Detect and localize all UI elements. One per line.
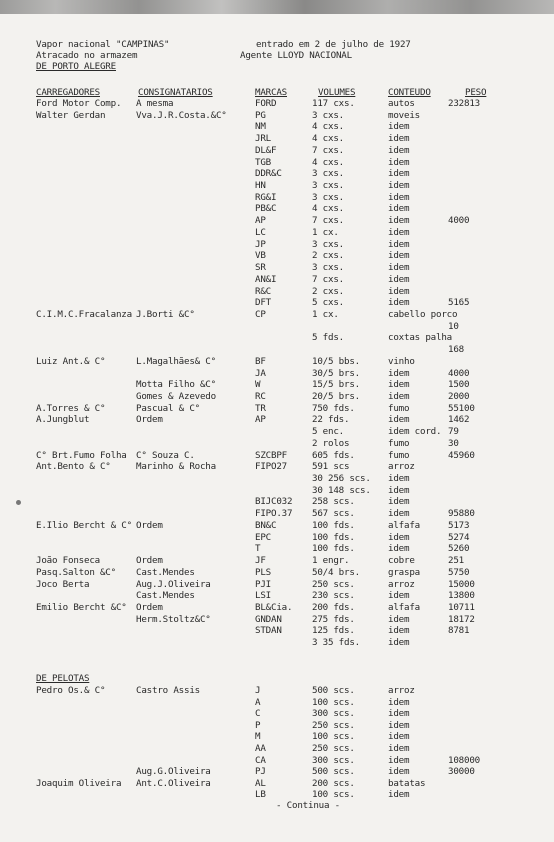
cell-contents: idem	[388, 226, 410, 238]
cell-volumes: 200 scs.	[312, 777, 355, 789]
cell-volumes: 500 scs.	[312, 766, 355, 778]
cell-volumes: 500 scs.	[312, 685, 355, 696]
cell-volumes: 750 fds.	[312, 402, 355, 414]
shipping-agent: Agente LLOYD NACIONAL	[240, 50, 352, 61]
berth-note: Atracado no armazem	[36, 50, 138, 61]
cell-shipper: Ford Motor Comp.	[36, 98, 122, 109]
cell-weight: 168	[448, 344, 464, 356]
column-header-consignee: CONSIGNATARIOS	[138, 87, 213, 98]
cell-contents: idem	[388, 379, 410, 391]
cell-marks: DFT	[255, 297, 271, 309]
cell-consignee: Cast.Mendes	[136, 566, 195, 578]
cell-consignee: Ordem	[136, 601, 163, 613]
cell-marks: PLS	[255, 566, 271, 578]
cell-contents: idem	[388, 531, 410, 543]
cell-contents: idem	[388, 508, 410, 520]
cell-shipper: Joaquim Oliveira	[36, 777, 122, 789]
cell-marks: RC	[255, 391, 266, 402]
cell-marks: LC	[255, 226, 266, 238]
cell-marks: NM	[255, 121, 266, 133]
column-header-volumes: VOLUMES	[318, 87, 356, 98]
cell-volumes: 22 fds.	[312, 414, 350, 426]
cell-marks: FIPO27	[255, 461, 287, 473]
cell-contents: idem	[388, 543, 410, 555]
cell-contents: idem	[388, 625, 410, 637]
cell-marks: LB	[255, 789, 266, 801]
cell-contents: idem	[388, 121, 410, 133]
cell-shipper: Emilio Bercht &C°	[36, 601, 127, 613]
cell-marks: JA	[255, 367, 266, 379]
cell-shipper: Ant.Bento & C°	[36, 461, 111, 473]
cell-marks: A	[255, 696, 261, 708]
cell-contents: idem	[388, 215, 410, 227]
cell-weight: 5260	[448, 543, 470, 555]
cell-volumes: 100 scs.	[312, 696, 355, 708]
cell-volumes: 100 scs.	[312, 789, 355, 801]
cell-volumes: 100 fds.	[312, 519, 355, 531]
cell-consignee: Motta Filho &C°	[136, 379, 216, 391]
cell-marks: CA	[255, 754, 266, 766]
cell-marks: DDR&C	[255, 168, 282, 180]
cell-volumes: 300 scs.	[312, 754, 355, 766]
cell-contents: idem	[388, 180, 410, 192]
top-scan-smudge	[0, 0, 554, 14]
cell-volumes: 30 256 scs.	[312, 473, 371, 485]
cell-contents: idem	[388, 766, 410, 778]
cell-contents: idem	[388, 156, 410, 168]
cell-volumes: 30/5 brs.	[312, 367, 360, 379]
cell-volumes: 250 scs.	[312, 719, 355, 731]
cell-contents: idem	[388, 133, 410, 145]
cell-marks: BF	[255, 355, 266, 367]
cell-marks: PJI	[255, 578, 271, 590]
column-header-contents: CONTEUDO	[388, 87, 431, 98]
cell-volumes: 5 cxs.	[312, 297, 344, 309]
cell-marks: FORD	[255, 98, 277, 109]
cell-shipper: Pedro Os.& C°	[36, 685, 106, 696]
cell-volumes: 3 cxs.	[312, 262, 344, 274]
cell-contents: arroz	[388, 685, 415, 696]
cell-volumes: 7 cxs.	[312, 144, 344, 156]
cell-contents: idem	[388, 496, 410, 508]
cell-consignee: Aug.G.Oliveira	[136, 766, 211, 778]
cell-volumes: 4 cxs.	[312, 133, 344, 145]
cell-marks: M	[255, 731, 261, 743]
cell-contents: idem	[388, 391, 410, 402]
cell-weight: 1500	[448, 379, 470, 391]
cell-contents: idem	[388, 238, 410, 250]
cell-marks: GNDAN	[255, 613, 282, 625]
cell-volumes: 125 fds.	[312, 625, 355, 637]
cell-contents: idem	[388, 297, 410, 309]
cell-weight: 2000	[448, 391, 470, 402]
cell-volumes: 250 scs.	[312, 743, 355, 754]
cell-volumes: 605 fds.	[312, 449, 355, 461]
cell-marks: PG	[255, 109, 266, 121]
cell-marks: SZCBPF	[255, 449, 287, 461]
cell-weight: 251	[448, 555, 464, 567]
cell-volumes: 10/5 bbs.	[312, 355, 360, 367]
cell-shipper: A.Torres & C°	[36, 402, 106, 414]
cell-weight: 5750	[448, 566, 470, 578]
cell-volumes: 300 scs.	[312, 708, 355, 720]
section-origin-porto-alegre: DE PORTO ALEGRE	[36, 61, 116, 72]
cell-consignee: Castro Assis	[136, 685, 200, 696]
cell-marks: AP	[255, 215, 266, 227]
cell-volumes: 100 fds.	[312, 531, 355, 543]
cell-weight: 108000	[448, 754, 480, 766]
cell-marks: SR	[255, 262, 266, 274]
cell-volumes: 7 cxs.	[312, 215, 344, 227]
cell-shipper: C° Brt.Fumo Folha	[36, 449, 127, 461]
cell-marks: BIJC032	[255, 496, 293, 508]
cell-weight: 5173	[448, 519, 470, 531]
cell-volumes: 5 enc.	[312, 426, 344, 438]
cell-volumes: 7 cxs.	[312, 273, 344, 285]
cell-marks: STDAN	[255, 625, 282, 637]
cell-shipper: Walter Gerdan	[36, 109, 106, 121]
cell-consignee: Cast.Mendes	[136, 590, 195, 602]
cell-volumes: 200 fds.	[312, 601, 355, 613]
cell-contents: arroz	[388, 578, 415, 590]
cell-marks: EPC	[255, 531, 271, 543]
cell-consignee: Herm.Stoltz&C°	[136, 613, 211, 625]
cell-marks: FIPO.37	[255, 508, 293, 520]
cell-contents: fumo	[388, 402, 410, 414]
cell-weight: 232813	[448, 98, 480, 109]
cell-weight: 79	[448, 426, 459, 438]
cell-marks: T	[255, 543, 261, 555]
cell-contents: idem	[388, 613, 410, 625]
cell-volumes: 4 cxs.	[312, 156, 344, 168]
cell-volumes: 1 cx.	[312, 308, 339, 320]
cell-marks: JF	[255, 555, 266, 567]
cell-marks: W	[255, 379, 261, 391]
arrival-date: entrado em 2 de julho de 1927	[256, 39, 411, 50]
cell-consignee: Vva.J.R.Costa.&C°	[136, 109, 227, 121]
cell-marks: LSI	[255, 590, 271, 602]
cell-shipper: Luiz Ant.& C°	[36, 355, 106, 367]
column-header-marks: MARCAS	[255, 87, 287, 98]
cell-volumes: 230 scs.	[312, 590, 355, 602]
cell-marks: P	[255, 719, 261, 731]
cell-contents: idem	[388, 285, 410, 297]
cell-consignee: Ant.C.Oliveira	[136, 777, 211, 789]
cell-marks: AN&I	[255, 273, 277, 285]
cell-consignee: Pascual & C°	[136, 402, 200, 414]
cell-marks: PB&C	[255, 203, 277, 215]
cell-shipper: João Fonseca	[36, 555, 100, 567]
cell-marks: VB	[255, 250, 266, 262]
continues-note: - Continua -	[276, 800, 340, 811]
cell-contents: cabello porco	[388, 308, 458, 320]
cell-contents: idem	[388, 743, 410, 754]
cell-weight: 4000	[448, 367, 470, 379]
cell-marks: PJ	[255, 766, 266, 778]
cell-contents: cobre	[388, 555, 415, 567]
cell-volumes: 258 scs.	[312, 496, 355, 508]
cell-volumes: 100 scs.	[312, 731, 355, 743]
cell-contents: idem	[388, 708, 410, 720]
cell-contents: idem	[388, 754, 410, 766]
binder-hole	[16, 500, 21, 505]
cell-consignee: L.Magalhães& C°	[136, 355, 216, 367]
cell-contents: graspa	[388, 566, 420, 578]
cell-volumes: 3 cxs.	[312, 180, 344, 192]
cell-volumes: 3 35 fds.	[312, 637, 360, 649]
cell-weight: 15000	[448, 578, 475, 590]
cell-marks: DL&F	[255, 144, 277, 156]
column-header-weight: PESO	[465, 87, 487, 98]
cell-volumes: 1 engr.	[312, 555, 350, 567]
cell-volumes: 3 cxs.	[312, 168, 344, 180]
cell-volumes: 100 fds.	[312, 543, 355, 555]
cell-volumes: 20/5 brs.	[312, 391, 360, 402]
cell-marks: AA	[255, 743, 266, 754]
cell-volumes: 4 cxs.	[312, 121, 344, 133]
cell-marks: TGB	[255, 156, 271, 168]
cell-marks: TR	[255, 402, 266, 414]
cell-volumes: 275 fds.	[312, 613, 355, 625]
cell-marks: BN&C	[255, 519, 277, 531]
cell-contents: idem	[388, 191, 410, 203]
cell-contents: idem	[388, 473, 410, 485]
cell-marks: R&C	[255, 285, 271, 297]
cell-shipper: E.Ilio Bercht & C°	[36, 519, 132, 531]
cell-weight: 10	[448, 320, 459, 332]
cell-weight: 55100	[448, 402, 475, 414]
cell-contents: batatas	[388, 777, 426, 789]
cell-marks: JP	[255, 238, 266, 250]
cell-weight: 95880	[448, 508, 475, 520]
cell-volumes: 567 scs.	[312, 508, 355, 520]
cell-shipper: C.I.M.C.Fracalanza	[36, 308, 132, 320]
cell-volumes: 3 cxs.	[312, 238, 344, 250]
cell-contents: idem	[388, 696, 410, 708]
cell-contents: idem	[388, 719, 410, 731]
cell-weight: 4000	[448, 215, 470, 227]
cell-contents: moveis	[388, 109, 420, 121]
cell-volumes: 15/5 brs.	[312, 379, 360, 391]
cell-volumes: 2 cxs.	[312, 285, 344, 297]
cell-contents: idem	[388, 367, 410, 379]
cell-shipper: Joco Berta	[36, 578, 90, 590]
cell-volumes: 3 cxs.	[312, 109, 344, 121]
cell-consignee: Ordem	[136, 519, 163, 531]
cell-volumes: 30 148 scs.	[312, 484, 371, 496]
cell-consignee: A mesma	[136, 98, 174, 109]
cell-weight: 1462	[448, 414, 470, 426]
cell-consignee: Marinho & Rocha	[136, 461, 216, 473]
cell-weight: 30000	[448, 766, 475, 778]
cell-contents: idem	[388, 414, 410, 426]
cell-volumes: 5 fds.	[312, 332, 344, 344]
cell-weight: 45960	[448, 449, 475, 461]
cell-consignee: Ordem	[136, 555, 163, 567]
cell-contents: idem	[388, 590, 410, 602]
cell-contents: fumo	[388, 437, 410, 449]
cell-contents: idem	[388, 789, 410, 801]
cell-weight: 30	[448, 437, 459, 449]
cell-contents: idem cord.	[388, 426, 442, 438]
cell-marks: AL	[255, 777, 266, 789]
cell-marks: HN	[255, 180, 266, 192]
cell-contents: idem	[388, 168, 410, 180]
cell-marks: JRL	[255, 133, 271, 145]
cell-contents: vinho	[388, 355, 415, 367]
cell-volumes: 50/4 brs.	[312, 566, 360, 578]
cell-contents: idem	[388, 273, 410, 285]
cell-contents: idem	[388, 144, 410, 156]
cell-contents: autos	[388, 98, 415, 109]
cell-volumes: 2 rolos	[312, 437, 350, 449]
cell-volumes: 591 scs	[312, 461, 350, 473]
cell-volumes: 4 cxs.	[312, 203, 344, 215]
cell-volumes: 2 cxs.	[312, 250, 344, 262]
cell-weight: 8781	[448, 625, 470, 637]
cell-volumes: 3 cxs.	[312, 191, 344, 203]
cell-contents: idem	[388, 203, 410, 215]
cell-consignee: C° Souza C.	[136, 449, 195, 461]
cell-consignee: Gomes & Azevedo	[136, 391, 216, 402]
cell-marks: BL&Cia.	[255, 601, 293, 613]
ship-name: Vapor nacional "CAMPINAS"	[36, 39, 170, 50]
cell-volumes: 1 cx.	[312, 226, 339, 238]
cell-volumes: 117 cxs.	[312, 98, 355, 109]
cell-consignee: J.Borti &C°	[136, 308, 195, 320]
cell-weight: 13800	[448, 590, 475, 602]
cell-contents: idem	[388, 484, 410, 496]
cell-contents: alfafa	[388, 601, 420, 613]
cell-weight: 5165	[448, 297, 470, 309]
cell-contents: coxtas palha	[388, 332, 452, 344]
cell-contents: fumo	[388, 449, 410, 461]
cell-weight: 18172	[448, 613, 475, 625]
cell-consignee: Aug.J.Oliveira	[136, 578, 211, 590]
cell-shipper: Pasq.Salton &C°	[36, 566, 116, 578]
cell-shipper: A.Jungblut	[36, 414, 90, 426]
section-origin-pelotas: DE PELOTAS	[36, 673, 90, 684]
cell-marks: J	[255, 685, 261, 696]
cell-consignee: Ordem	[136, 414, 163, 426]
cell-contents: idem	[388, 262, 410, 274]
cell-contents: idem	[388, 250, 410, 262]
cell-weight: 5274	[448, 531, 470, 543]
cell-weight: 10711	[448, 601, 475, 613]
cell-marks: C	[255, 708, 261, 720]
cell-contents: idem	[388, 637, 410, 649]
cell-contents: idem	[388, 731, 410, 743]
column-header-shipper: CARREGADORES	[36, 87, 100, 98]
cell-marks: AP	[255, 414, 266, 426]
cell-contents: alfafa	[388, 519, 420, 531]
cell-contents: arroz	[388, 461, 415, 473]
cell-marks: RG&I	[255, 191, 277, 203]
cell-volumes: 250 scs.	[312, 578, 355, 590]
cell-marks: CP	[255, 308, 266, 320]
